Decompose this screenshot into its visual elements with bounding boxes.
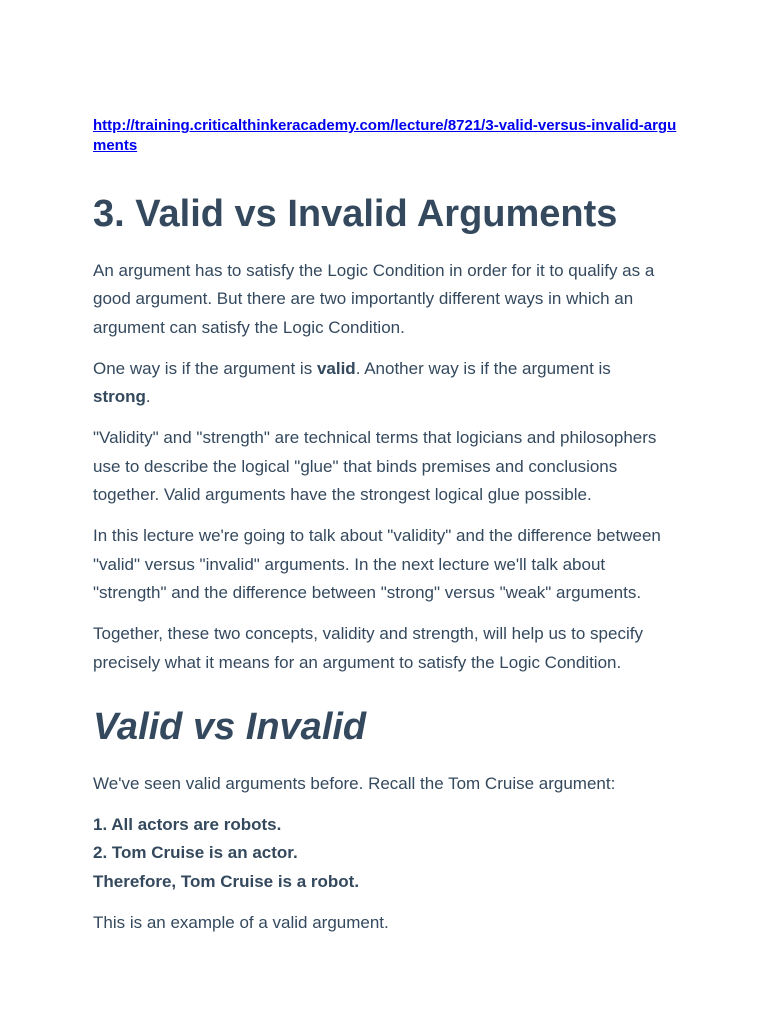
argument-premise-1: 1. All actors are robots. xyxy=(93,815,282,835)
section-heading: Valid vs Invalid xyxy=(93,705,367,748)
p2-after: . xyxy=(145,387,151,407)
source-link[interactable]: http://training.criticalthinkeracademy.com/lecture/8721/3-valid-versus-invalid-arguments xyxy=(93,117,677,154)
term-strong: strong xyxy=(93,387,146,407)
paragraph-section-intro: We've seen valid arguments before. Recall the Tom Cruise argument: xyxy=(93,773,616,793)
paragraph-lecture-plan: In this lecture we're going to talk about "validity" and the difference between "valid" versus "invalid" arguments. In the next lecture we'll talk about "strength" and the difference between "strong" versus "weak" arguments. xyxy=(93,526,661,602)
paragraph-together: Together, these two concepts, validity and strength, will help us to specify precisely what it means for an argument to satisfy the Logic Condition. xyxy=(93,624,643,672)
p2-before: One way is if the argument is xyxy=(93,358,317,378)
paragraph-validity-strength: "Validity" and "strength" are technical terms that logicians and philosophers use to describe the logical "glue" that binds premises and conclusions together. Valid arguments have the strongest logical glue possible. xyxy=(93,428,657,505)
argument-list xyxy=(93,811,683,896)
argument-conclusion: Therefore, Tom Cruise is a robot. xyxy=(93,871,360,891)
page-title: 3. Valid vs Invalid Arguments xyxy=(93,193,618,235)
argument-premise-2: 2. Tom Cruise is an actor. xyxy=(93,843,298,863)
p2-middle: . Another way is if the argument is xyxy=(355,358,611,378)
term-valid: valid xyxy=(316,358,356,378)
document-page xyxy=(93,116,683,937)
paragraph-logic-condition: An argument has to satisfy the Logic Condition in order for it to qualify as a good argument. But there are two importantly different ways in which an argument can satisfy the Logic Condition. xyxy=(93,261,655,337)
paragraph-valid-strong xyxy=(93,355,683,412)
paragraph-closing: This is an example of a valid argument. xyxy=(93,913,389,933)
